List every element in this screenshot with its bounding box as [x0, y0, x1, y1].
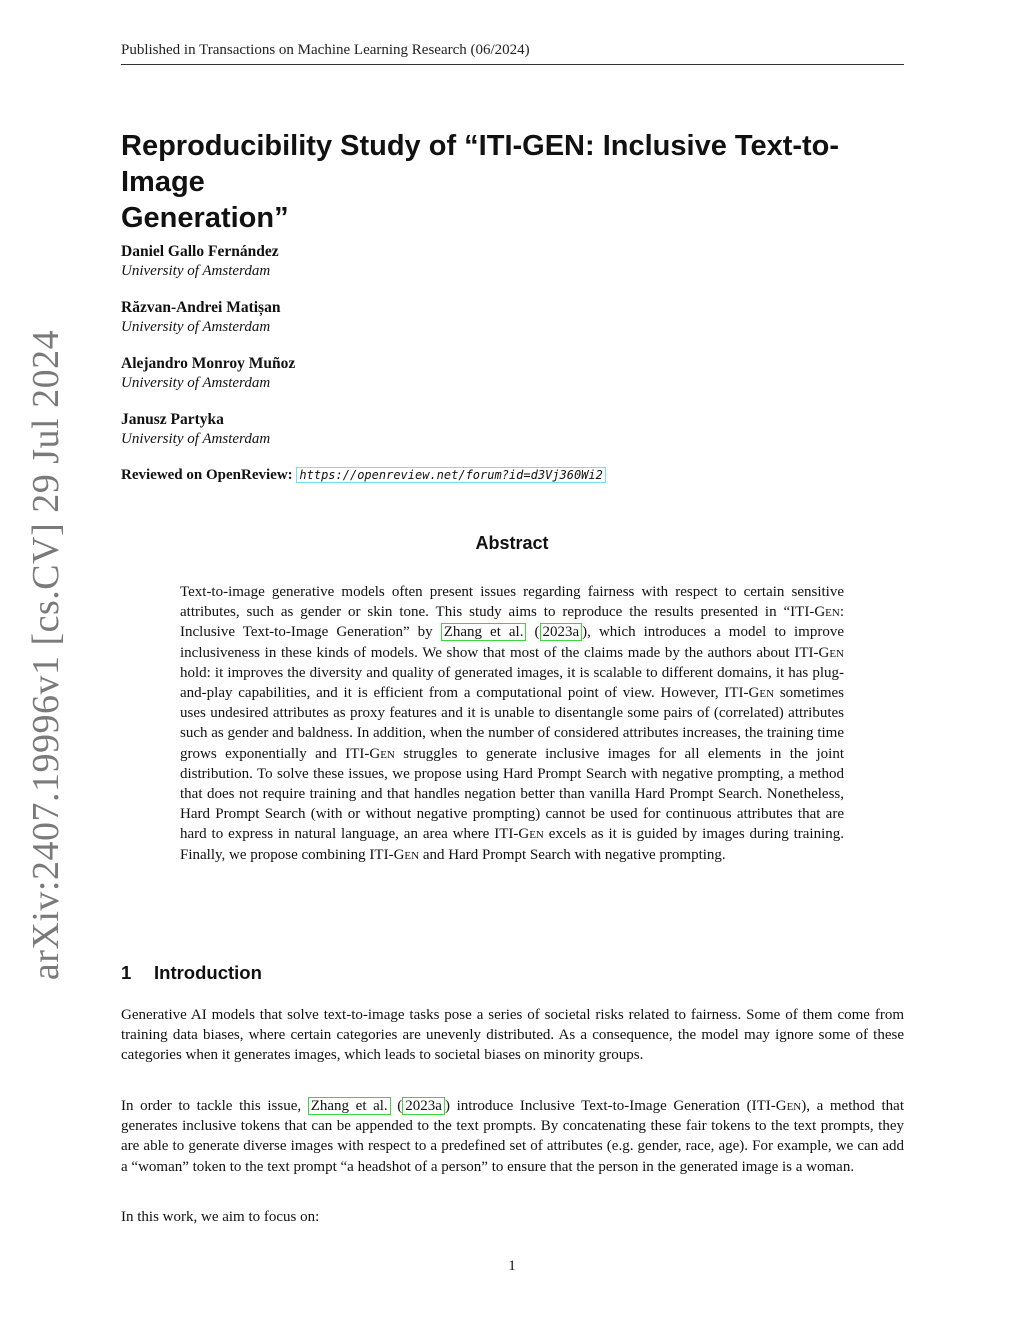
author-affiliation: University of Amsterdam [121, 431, 271, 447]
author-affiliation: University of Amsterdam [121, 319, 271, 335]
author-block [121, 298, 721, 354]
arxiv-sidebar-stamp: arXiv:2407.19996v1 [cs.CV] 29 Jul 2024 [25, 329, 67, 981]
abstract-text-segment: Text-to-image generative models often present issues regarding fairness with respect to certain sensitive attributes, such as gender or skin tone. This study aims to reproduce the results presented in “ITI- [180, 584, 844, 621]
abstract-text-segment: : Inclusive Text-to-Image Generation” by [180, 604, 844, 641]
author-block [121, 410, 721, 466]
author-affiliation: University of Amsterdam [121, 263, 271, 279]
author-affiliation: University of Amsterdam [121, 375, 271, 391]
abstract-text-segment: excels as it is guided by images during training. Finally, we propose combining ITI- [180, 826, 844, 863]
citation-link[interactable]: Zhang et al. [308, 1097, 391, 1115]
author-block [121, 242, 721, 298]
abstract-body: Text-to-image generative models often present issues regarding fairness with respect to certain sensitive attributes, such as gender or skin tone. This study aims to reproduce the results presented in “ITI-Gen: Inclusive Text-to-Image Generation” by Zhang et al. ( 2023a ), which introduces a model to improve inclusiveness in these kinds of models. We show that most of the claims made by the authors about ITI-Gen hold: it improves the diversity and quality of generated images, it is scalable to different domains, it has plug-and-play capabilities, and it is efficient from a computational point of view. However, ITI-Gen sometimes uses undesired attributes as proxy features and it is unable to disentangle some pairs of (correlated) attributes such as gender and baldness. In addition, when the number of considered attributes increases, the training time grows exponentially and ITI-Gen struggles to generate inclusive images for all elements in the joint distribution. To solve these issues, we propose using Hard Prompt Search with negative prompting, a method that does not require training and that handles negation better than vanilla Hard Prompt Search. Nonetheless, Hard Prompt Search (with or without negative prompting) cannot be used for continuous attributes that are hard to express in natural language, an area where ITI-Gen excels as it is guided by images during training. Finally, we propose combining ITI-Gen and Hard Prompt Search with negative prompting. [180, 584, 845, 863]
abstract-text-segment: Gen [748, 685, 775, 702]
citation-year-link[interactable]: 2023a [540, 623, 583, 641]
title-line-2: Generation” [121, 202, 289, 234]
paper-title [121, 128, 921, 236]
intro-paragraph-3: In this work, we aim to focus on: [121, 1209, 320, 1225]
intro-paragraph-1: Generative AI models that solve text-to-image tasks pose a series of societal risks related to fairness. Some of them come from training data biases, where certain categories are unevenly distributed. As a consequence, the model may ignore some of these categories when it generates images, which leads to societal biases on minority groups. [121, 1007, 904, 1064]
paragraph-text-segment: ), a method that generates inclusive tokens that can be appended to the text prompts. By concatenating these fair tokens to the text prompts, they are able to generate diverse images with respect to a predefined set of attributes (e.g. gender, race, age). For example, we can add a “woman” token to the text prompt “a headshot of a person” to ensure that the person in the generated image is a woman. [121, 1098, 904, 1175]
abstract-text-segment: Gen [814, 604, 840, 621]
author-name: Alejandro Monroy Muñoz [121, 355, 296, 372]
paragraph-text-segment: In order to tackle this issue, [121, 1098, 308, 1114]
author-name: Răzvan-Andrei Matișan [121, 299, 281, 316]
title-line-1: Reproducibility Study of “ITI-GEN: Inclusive Text-to-Image [121, 130, 840, 198]
abstract-text-segment: Gen [369, 745, 395, 762]
section-heading [121, 962, 262, 984]
intro-paragraph-2: In order to tackle this issue, Zhang et al. ( 2023a ) introduce Inclusive Text-to-Image Generation (ITI-Gen), a method that generates inclusive tokens that can be appended to the text prompts. By concatenating these fair tokens to the text prompts, they are able to generate diverse images with respect to a predefined set of attributes (e.g. gender, race, age). For example, we can add a “woman” token to the text prompt “a headshot of a person” to ensure that the person in the generated image is a woman. [121, 1098, 904, 1175]
paragraph-text-segment: Gen [775, 1098, 802, 1114]
author-name: Janusz Partyka [121, 411, 224, 428]
section-number: 1 [121, 962, 132, 983]
abstract-heading: Abstract [475, 533, 549, 553]
paragraph-text-segment: ) introduce Inclusive Text-to-Image Generation (ITI- [444, 1098, 776, 1114]
citation-link[interactable]: Zhang et al. [441, 623, 527, 641]
author-name: Daniel Gallo Fernández [121, 243, 279, 260]
citation-year-link[interactable]: 2023a [402, 1097, 445, 1115]
abstract-text-segment: struggles to generate inclusive images for all elements in the joint distribution. To solve these issues, we propose using Hard Prompt Search with negative prompting, a method that does not require training and that handles negation better than vanilla Hard Prompt Search. Nonetheless, Hard Prompt Search (with or without negative prompting) cannot be used for continuous attributes that are hard to express in natural language, an area where ITI- [180, 745, 844, 843]
journal-header: Published in Transactions on Machine Learning Research (06/2024) [121, 42, 904, 65]
openreview-link[interactable]: https://openreview.net/forum?id=d3Vj360Wi2 [296, 467, 605, 483]
abstract-text-segment: Gen [518, 826, 544, 843]
author-list [121, 242, 721, 466]
abstract-text-segment: sometimes uses undesired attributes as proxy features and it is unable to disentangle some pairs of (correlated) attributes such as gender and baldness. In addition, when the number of considered attributes increases, the training time grows exponentially and ITI- [180, 685, 844, 762]
review-label: Reviewed on OpenReview: [121, 467, 293, 483]
author-block [121, 354, 721, 410]
page-number: 1 [508, 1258, 516, 1274]
abstract-text-segment: and Hard Prompt Search with negative prompting. [419, 846, 726, 863]
abstract-text-segment: Gen [393, 846, 420, 863]
review-line [121, 467, 606, 484]
abstract-text-segment: Gen [818, 644, 844, 661]
abstract-text-segment: ), which introduces a model to improve inclusiveness in these kinds of models. We show that most of the claims made by the authors about ITI- [180, 624, 845, 661]
section-title: Introduction [154, 962, 262, 983]
abstract-text-segment: hold: it improves the diversity and quality of generated images, it is scalable to different domains, it has plug-and-play capabilities, and it is efficient from a computational point of view. However, ITI- [180, 664, 844, 702]
